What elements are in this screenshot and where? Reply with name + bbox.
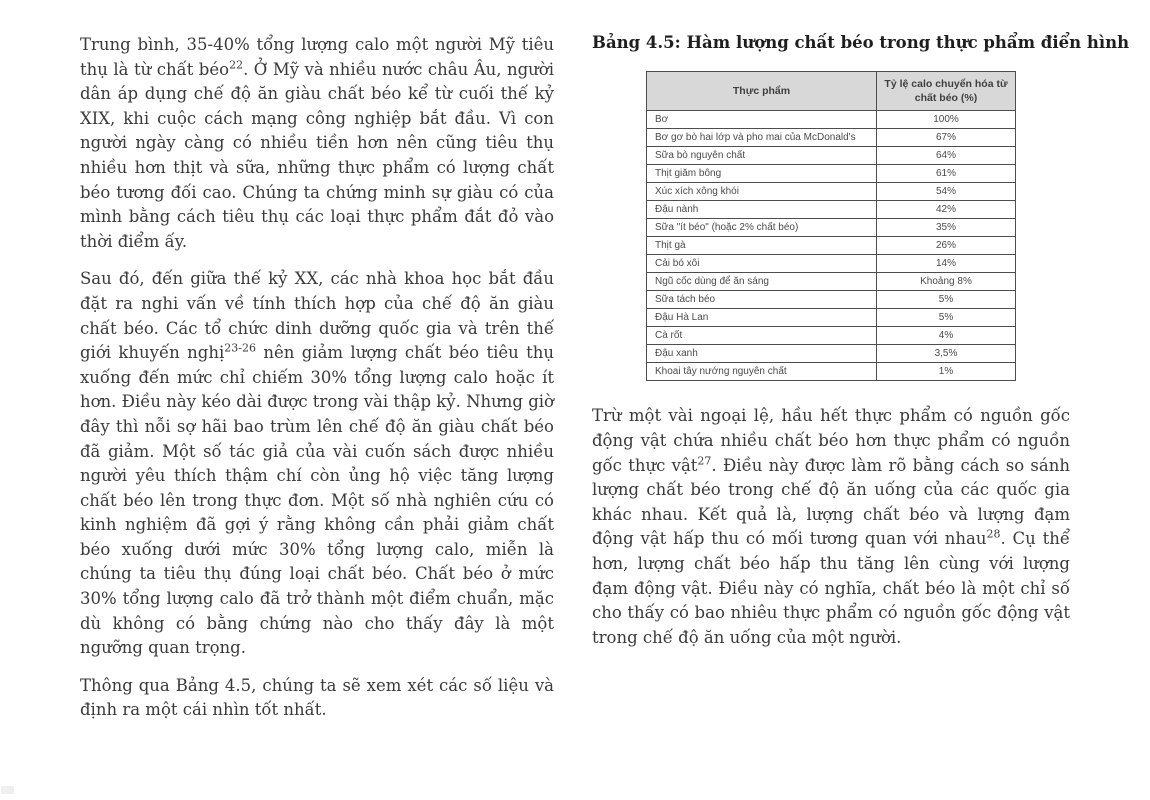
table-row xyxy=(647,291,1016,309)
food-name-cell: Sữa tách béo xyxy=(647,291,877,309)
food-name-cell: Thịt giăm bông xyxy=(647,165,877,183)
food-name-cell: Thịt gà xyxy=(647,237,877,255)
fat-percent-cell: 26% xyxy=(877,237,1016,255)
food-name-cell: Ngũ cốc dùng để ăn sáng xyxy=(647,273,877,291)
food-name-cell: Bơ xyxy=(647,111,877,129)
paragraph: Sau đó, đến giữa thế kỷ XX, các nhà khoa học bắt đầu đặt ra nghi vấn về tính thích hợp của chế độ ăn giàu chất béo. Các tổ chức dinh dưỡng quốc gia và trên thế giới khuyến nghị$^{23-26}$ nên giảm lượng chất béo tiêu thụ xuống đến mức chỉ chiếm 30% tổng lượng calo hoặc ít hơn. Điều này kéo dài được trong vài thập kỷ. Nhưng giờ đây thì nỗi sợ hãi bao trùm lên chế độ ăn giàu chất béo đã giảm. Một số tác giả của vài cuốn sách được nhiều người yêu thích thậm chí còn ủng hộ việc tăng lượng chất béo lên trong thực đơn. Một số nhà nghiên cứu có kinh nghiệm đã gợi ý rằng không cần phải giảm chất béo xuống dưới mức 30% tổng lượng calo, miễn là chúng ta tiêu thụ đúng loại chất béo. Chất béo ở mức 30% tổng lượng calo đã trở thành một điểm chuẩn, mặc dù không có bằng chứng nào cho thấy đây là một ngưỡng quan trọng. xyxy=(80,269,555,658)
food-name-cell: Đậu nành xyxy=(647,201,877,219)
footnote-ref: 22 xyxy=(229,58,244,72)
table-row xyxy=(647,255,1016,273)
table-row xyxy=(647,201,1016,219)
fat-percent-cell: 1% xyxy=(877,363,1016,381)
table-row xyxy=(647,309,1016,327)
table-row xyxy=(647,327,1016,345)
table-row xyxy=(647,129,1016,147)
table-head xyxy=(647,72,1016,111)
food-name-cell: Đậu xanh xyxy=(647,345,877,363)
food-name-cell: Cà rốt xyxy=(647,327,877,345)
footnote-ref: 28 xyxy=(986,527,1001,541)
food-name-cell: Bơ gơ bò hai lớp và pho mai của McDonald's xyxy=(647,129,877,147)
table-title: Bảng 4.5: Hàm lượng chất béo trong thực phẩm điển hình xyxy=(592,33,1130,52)
right-column xyxy=(592,33,1130,650)
table-row xyxy=(647,183,1016,201)
food-name-cell: Cải bó xôi xyxy=(647,255,877,273)
fat-percent-cell: 100% xyxy=(877,111,1016,129)
paragraph: Trừ một vài ngoại lệ, hầu hết thực phẩm có nguồn gốc động vật chứa nhiều chất béo hơn thực phẩm có nguồn gốc thực vật$^{27}$. Điều này được làm rõ bằng cách so sánh lượng chất béo trong chế độ ăn uống của các quốc gia khác nhau. Kết quả là, lượng chất béo và lượng đạm động vật hấp thu có mối tương quan với nhau$^{28}$. Cụ thể hơn, lượng chất béo hấp thu tăng lên cùng với lượng đạm động vật. Điều này có nghĩa, chất béo là một chỉ số cho thấy có bao nhiêu thực phẩm có nguồn gốc động vật trong chế độ ăn uống của một người. xyxy=(592,406,1070,647)
table-header-row xyxy=(647,72,1016,111)
fat-percent-cell: 35% xyxy=(877,219,1016,237)
fat-percent-cell: 5% xyxy=(877,309,1016,327)
right-paragraph-slot xyxy=(592,404,1070,650)
table-header-cell: Tỷ lệ calo chuyển hóa từ chất béo (%) xyxy=(877,72,1016,111)
table-row xyxy=(647,111,1016,129)
paragraph: Thông qua Bảng 4.5, chúng ta sẽ xem xét các số liệu và định ra một cái nhìn tốt nhất. xyxy=(80,675,554,720)
fat-percent-cell: 14% xyxy=(877,255,1016,273)
table-row xyxy=(647,147,1016,165)
food-name-cell: Sữa "ít béo" (hoặc 2% chất béo) xyxy=(647,219,877,237)
fat-percent-cell: 5% xyxy=(877,291,1016,309)
table-row xyxy=(647,237,1016,255)
fat-percent-cell: 4% xyxy=(877,327,1016,345)
footnote-ref: 27 xyxy=(697,454,712,468)
fat-percent-cell: 42% xyxy=(877,201,1016,219)
food-name-cell: Khoai tây nướng nguyên chất xyxy=(647,363,877,381)
table-wrapper xyxy=(646,71,1016,381)
paragraph: Trung bình, 35-40% tổng lượng calo một người Mỹ tiêu thụ là từ chất béo$^{22}$. Ở Mỹ và nhiều nước châu Âu, người dân áp dụng chế độ ăn giàu chất béo kể từ cuối thế kỷ XIX, khi cuộc cách mạng công nghiệp bắt đầu. Vì con người ngày càng có nhiều tiền hơn nên cũng tiêu thụ nhiều hơn thịt và sữa, những thực phẩm có lượng chất béo tương đối cao. Chúng ta chứng minh sự giàu có của mình bằng cách tiêu thụ các loại thực phẩm đắt đỏ vào thời điểm ấy. xyxy=(80,35,554,251)
table-row xyxy=(647,345,1016,363)
fat-percent-cell: 54% xyxy=(877,183,1016,201)
food-name-cell: Đậu Hà Lan xyxy=(647,309,877,327)
fat-percent-cell: 64% xyxy=(877,147,1016,165)
table-row xyxy=(647,165,1016,183)
table-row xyxy=(647,219,1016,237)
table-header-cell: Thực phẩm xyxy=(647,72,877,111)
fat-percent-cell: 3,5% xyxy=(877,345,1016,363)
fat-content-table xyxy=(646,71,1016,381)
footnote-ref: 23-26 xyxy=(224,341,256,355)
fat-percent-cell: 61% xyxy=(877,165,1016,183)
fat-percent-cell: Khoảng 8% xyxy=(877,273,1016,291)
table-row xyxy=(647,363,1016,381)
page-edge-artifact xyxy=(1,786,14,794)
table-body xyxy=(647,111,1016,381)
food-name-cell: Sữa bò nguyên chất xyxy=(647,147,877,165)
fat-percent-cell: 67% xyxy=(877,129,1016,147)
food-name-cell: Xúc xích xông khói xyxy=(647,183,877,201)
left-column xyxy=(80,33,554,736)
table-row xyxy=(647,273,1016,291)
